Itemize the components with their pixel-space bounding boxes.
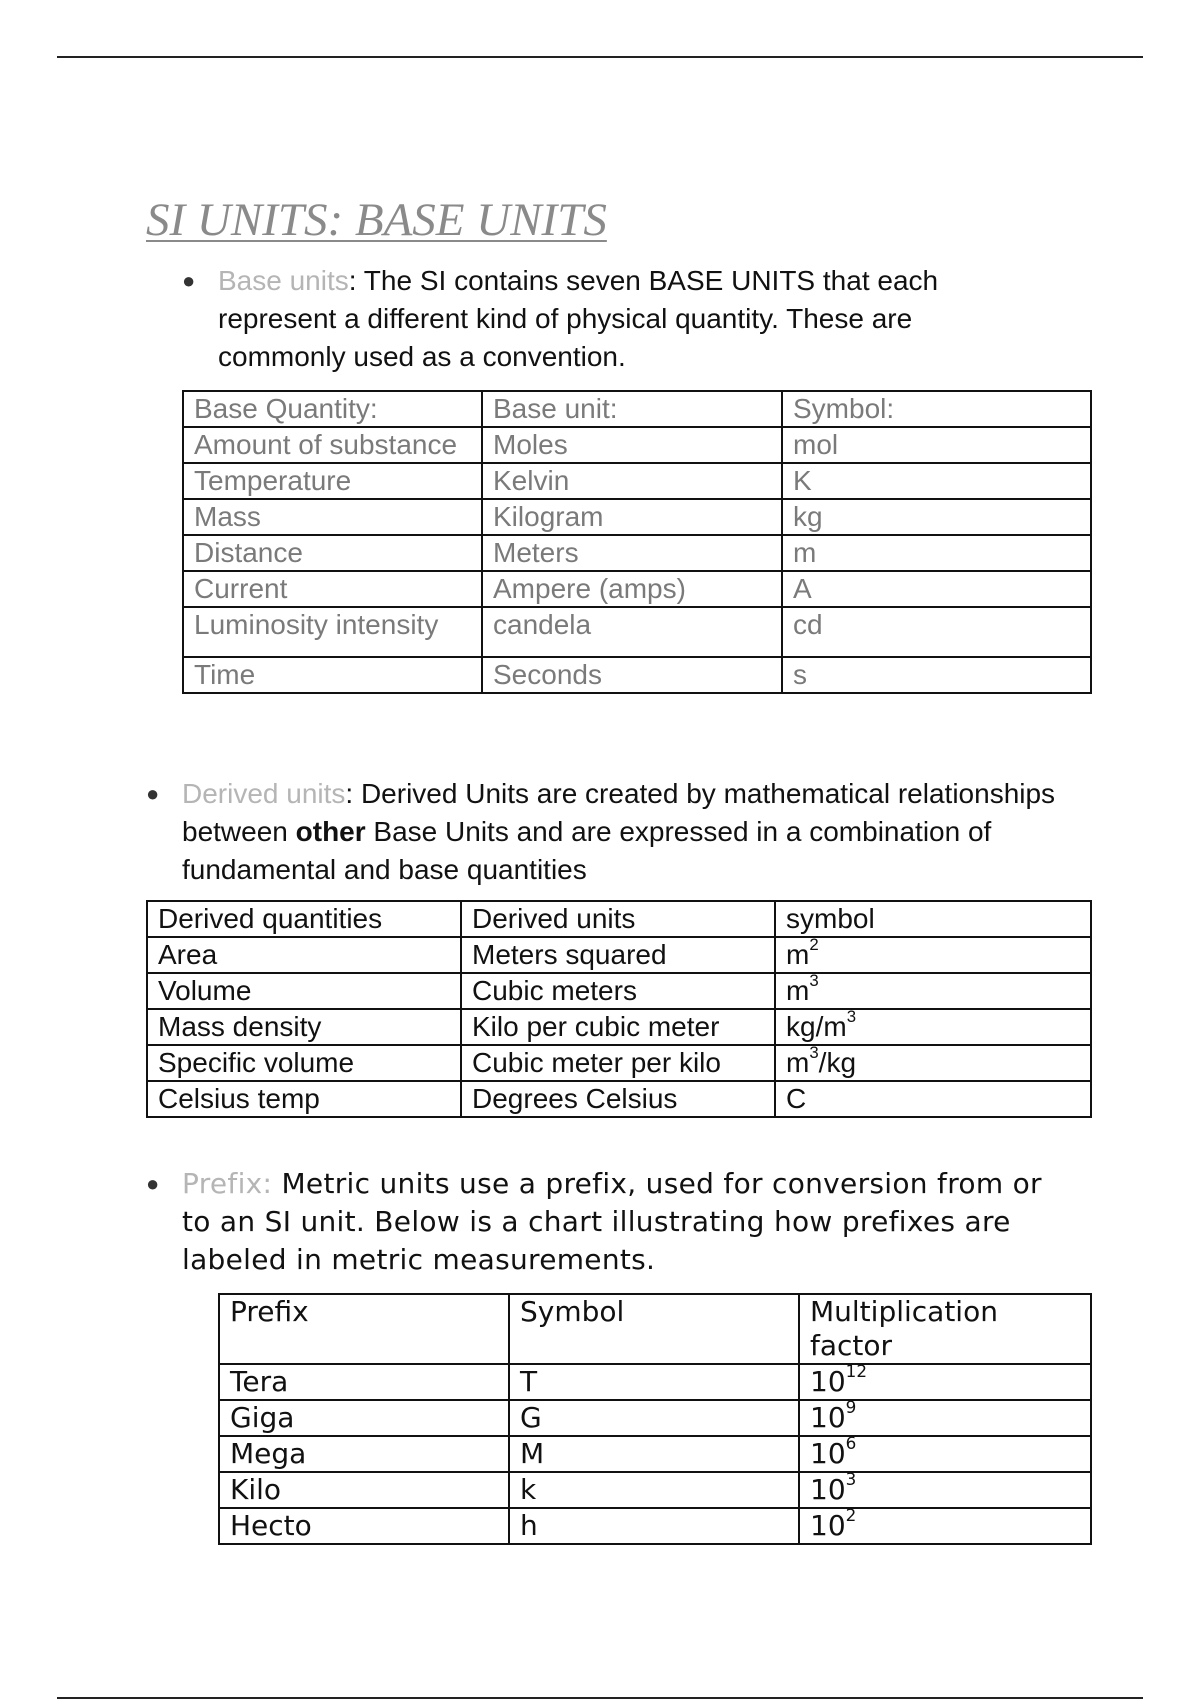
base-units-bullet	[182, 262, 1018, 376]
prefix-bullet	[146, 1165, 1062, 1279]
bullet-dot-icon: ●	[182, 268, 196, 293]
table-header-row	[219, 1294, 1091, 1364]
table-row	[219, 1472, 1091, 1508]
symbol-cell: K	[782, 463, 1091, 499]
table-row	[183, 657, 1091, 693]
symbol-exponent: 2	[809, 934, 819, 954]
symbol-cell	[775, 1006, 1091, 1045]
unit-cell: Kilogram	[482, 499, 782, 535]
table-row	[219, 1400, 1091, 1436]
derived-units-text-before: : Derived Units are created by mathematical relationships between	[182, 778, 1056, 847]
symbol-exponent: 3	[809, 1042, 819, 1062]
header-cell: Symbol	[509, 1294, 799, 1364]
header-cell: Base Quantity:	[183, 391, 482, 427]
unit-cell: Cubic meter per kilo	[461, 1045, 775, 1081]
unit-cell: Cubic meters	[461, 973, 775, 1009]
header-rule	[57, 56, 1143, 58]
prefix-cell: Mega	[219, 1436, 509, 1472]
table-row	[183, 571, 1091, 607]
symbol-base: m	[786, 939, 810, 970]
table-row	[183, 463, 1091, 499]
unit-cell: Kilo per cubic meter	[461, 1009, 775, 1045]
symbol-tail: /kg	[818, 1047, 857, 1078]
symbol-exponent: 3	[846, 1006, 857, 1026]
quantity-cell: Volume	[147, 973, 461, 1009]
factor-exponent: 6	[845, 1432, 857, 1453]
table-row	[147, 1045, 1091, 1081]
table-row	[183, 607, 1091, 657]
quantity-cell: Current	[183, 571, 482, 607]
derived-units-text-after: Base Units and are expressed in a combination of fundamental and base quantities	[182, 816, 992, 885]
quantity-cell: Specific volume	[147, 1045, 461, 1081]
factor-cell	[799, 1432, 1091, 1472]
prefix-text: Metric units use a prefix, used for conversion from or to an SI unit. Below is a chart illustrating how prefixes are labeled in metric measurements.	[182, 1167, 1042, 1276]
symbol-base: m	[786, 1047, 810, 1078]
derived-units-lead: Derived units	[182, 778, 346, 809]
derived-units-bold: other	[295, 816, 366, 847]
base-units-text: : The SI contains seven BASE UNITS that each represent a different kind of physical quantity. These are commonly used as a convention.	[218, 265, 939, 372]
table-row	[147, 973, 1091, 1009]
table-row	[183, 427, 1091, 463]
table-header-row	[147, 901, 1091, 937]
factor-exponent: 3	[845, 1468, 857, 1489]
base-units-table	[182, 390, 1092, 694]
factor-exponent: 12	[845, 1360, 867, 1381]
unit-cell: Moles	[482, 427, 782, 463]
quantity-cell: Celsius temp	[147, 1081, 461, 1117]
unit-cell: Degrees Celsius	[461, 1081, 775, 1117]
table-row	[219, 1364, 1091, 1400]
symbol-cell	[775, 1081, 1091, 1117]
table-row	[219, 1508, 1091, 1544]
unit-cell: candela	[482, 607, 782, 657]
factor-base: 10	[810, 1365, 846, 1398]
quantity-cell: Luminosity intensity	[183, 607, 482, 657]
factor-cell	[799, 1504, 1091, 1544]
base-units-lead: Base units	[218, 265, 349, 296]
factor-exponent: 9	[845, 1396, 857, 1417]
prefix-lead: Prefix:	[182, 1167, 273, 1200]
page-title: SI UNITS: BASE UNITS	[146, 194, 607, 246]
derived-units-table	[146, 900, 1092, 1118]
table-row	[183, 535, 1091, 571]
header-cell: Symbol:	[782, 391, 1091, 427]
symbol-cell: cd	[782, 607, 1091, 657]
symbol-cell: T	[509, 1364, 799, 1400]
unit-cell: Meters	[482, 535, 782, 571]
symbol-cell: k	[509, 1472, 799, 1508]
factor-cell	[799, 1468, 1091, 1508]
footer-rule	[57, 1697, 1143, 1699]
unit-cell: Seconds	[482, 657, 782, 693]
table-row	[147, 937, 1091, 973]
table-row	[219, 1436, 1091, 1472]
quantity-cell: Distance	[183, 535, 482, 571]
header-cell: Derived units	[461, 901, 775, 937]
symbol-cell: h	[509, 1508, 799, 1544]
quantity-cell: Temperature	[183, 463, 482, 499]
symbol-cell	[775, 970, 1091, 1009]
quantity-cell: Mass density	[147, 1009, 461, 1045]
table-row	[147, 1081, 1091, 1117]
header-cell: symbol	[775, 901, 1091, 937]
bullet-dot-icon: ●	[146, 1171, 160, 1196]
unit-cell: Ampere (amps)	[482, 571, 782, 607]
symbol-base: C	[786, 1083, 807, 1114]
prefix-cell: Hecto	[219, 1508, 509, 1544]
symbol-cell: mol	[782, 427, 1091, 463]
quantity-cell: Area	[147, 937, 461, 973]
unit-cell: Kelvin	[482, 463, 782, 499]
prefix-cell: Giga	[219, 1400, 509, 1436]
header-cell: Prefix	[219, 1294, 509, 1364]
symbol-base: kg/m	[786, 1011, 847, 1042]
symbol-cell: s	[782, 657, 1091, 693]
symbol-cell	[775, 934, 1091, 973]
factor-cell	[799, 1396, 1091, 1436]
quantity-cell: Amount of substance	[183, 427, 482, 463]
factor-base: 10	[810, 1437, 846, 1470]
unit-cell: Meters squared	[461, 937, 775, 973]
symbol-cell: M	[509, 1436, 799, 1472]
quantity-cell: Time	[183, 657, 482, 693]
header-cell: Derived quantities	[147, 901, 461, 937]
derived-units-bullet	[146, 775, 1062, 889]
prefix-cell: Tera	[219, 1364, 509, 1400]
symbol-exponent: 3	[809, 970, 819, 990]
factor-base: 10	[810, 1473, 846, 1506]
symbol-cell: kg	[782, 499, 1091, 535]
symbol-cell: A	[782, 571, 1091, 607]
prefix-cell: Kilo	[219, 1472, 509, 1508]
factor-cell	[799, 1360, 1091, 1400]
symbol-cell: m	[782, 535, 1091, 571]
symbol-base: m	[786, 975, 810, 1006]
prefix-table	[218, 1293, 1092, 1545]
factor-base: 10	[810, 1509, 846, 1542]
header-cell: Base unit:	[482, 391, 782, 427]
table-row	[147, 1009, 1091, 1045]
table-row	[183, 499, 1091, 535]
factor-exponent: 2	[845, 1504, 857, 1525]
symbol-cell	[775, 1042, 1091, 1081]
table-header-row	[183, 391, 1091, 427]
quantity-cell: Mass	[183, 499, 482, 535]
factor-base: 10	[810, 1401, 846, 1434]
symbol-cell: G	[509, 1400, 799, 1436]
header-cell: Multiplication factor	[799, 1294, 1091, 1364]
bullet-dot-icon: ●	[146, 781, 160, 806]
